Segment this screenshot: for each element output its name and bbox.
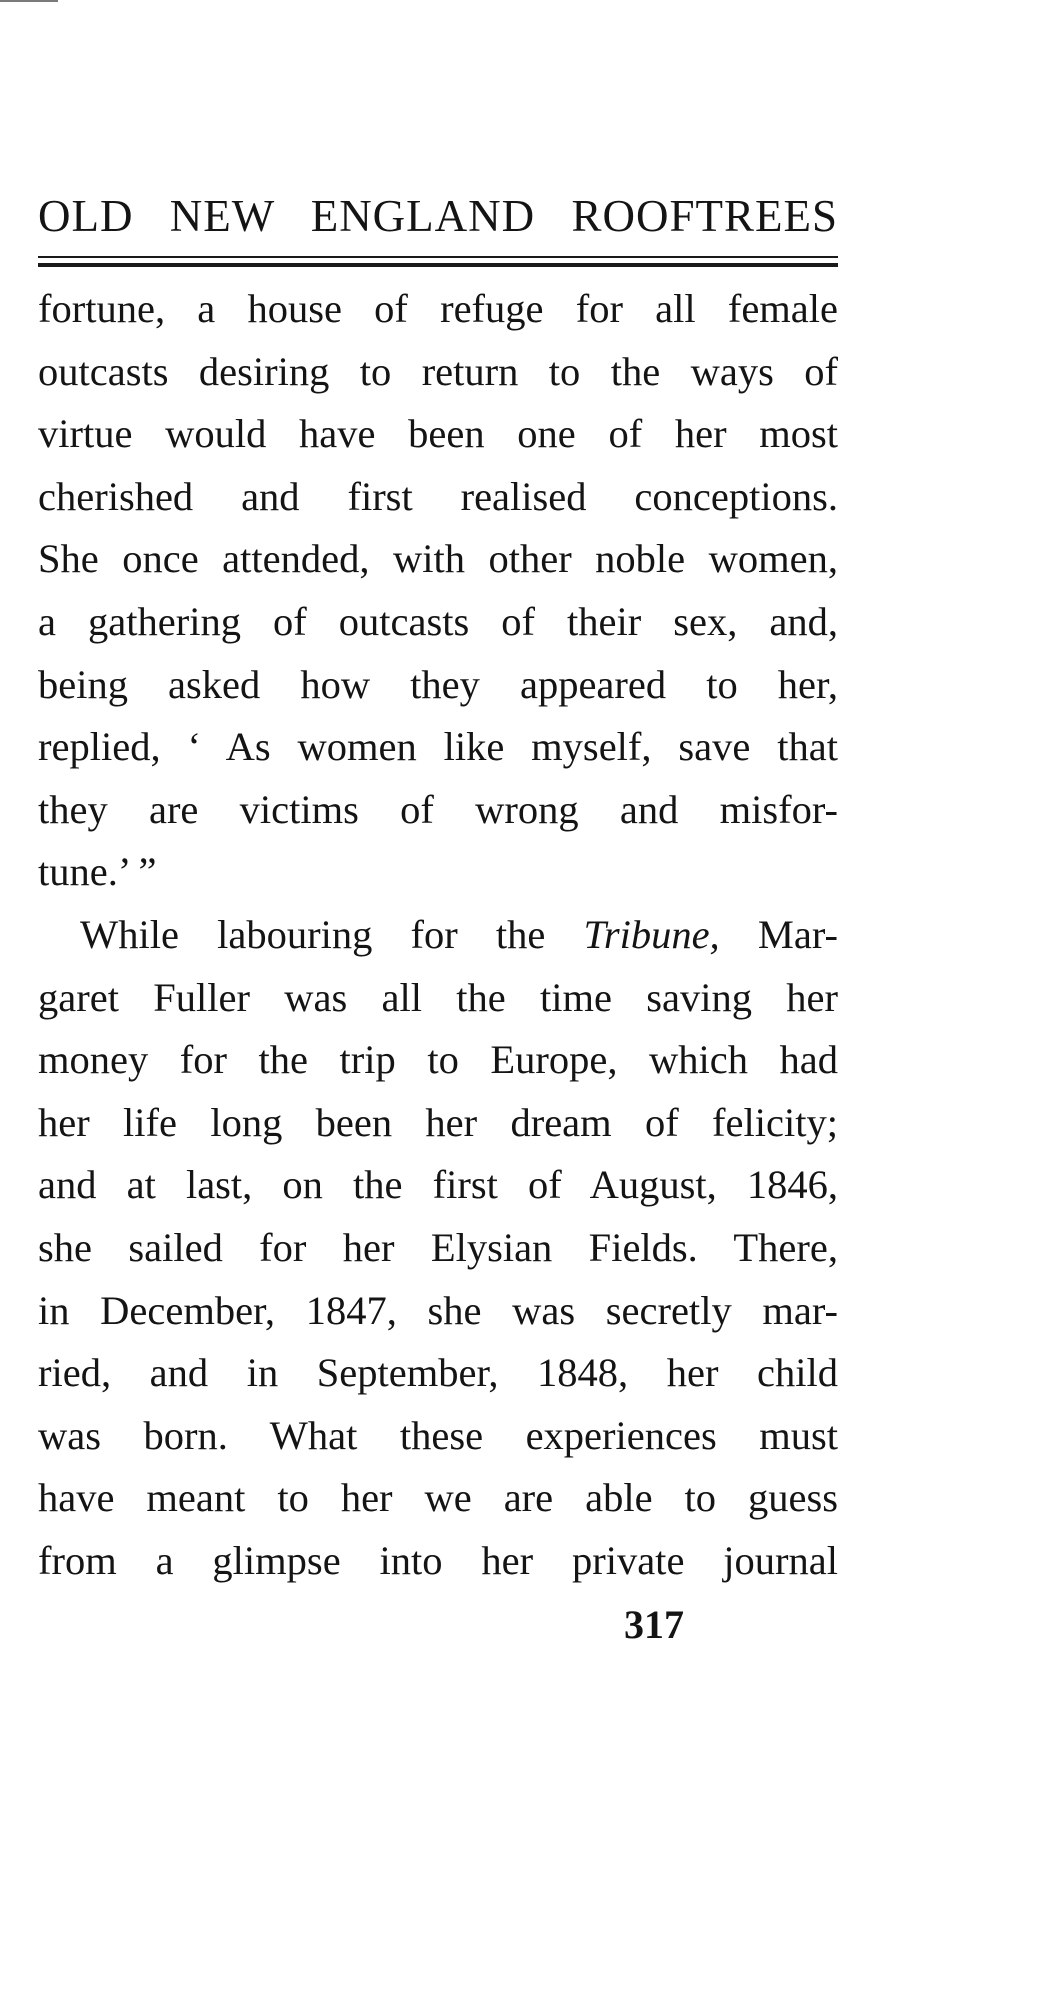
text-line: a gathering of outcasts of their sex, and,: [38, 598, 838, 644]
running-head: OLD NEW ENGLAND ROOFTREES: [38, 191, 838, 241]
text-run: Mar-: [719, 911, 838, 957]
italic-title: Tribune,: [583, 911, 720, 957]
text-line: was born. What these experiences must: [38, 1412, 838, 1458]
text-line: ried, and in September, 1848, her child: [38, 1350, 838, 1396]
header-rule-thin: [38, 256, 838, 258]
scan-edge-mark: [0, 0, 58, 2]
paragraph-2: [38, 904, 838, 1593]
text-line: she sailed for her Elysian Fields. There,: [38, 1224, 838, 1270]
text-line-first: [38, 904, 838, 967]
text-line: tune.’ ”: [38, 849, 157, 895]
paragraph-1: [38, 278, 838, 904]
text-line: money for the trip to Europe, which had: [38, 1037, 838, 1083]
text-line: her life long been her dream of felicity;: [38, 1099, 838, 1145]
text-line: in December, 1847, she was secretly mar-: [38, 1287, 838, 1333]
text-line: outcasts desiring to return to the ways of: [38, 348, 838, 394]
text-line: being asked how they appeared to her,: [38, 661, 838, 707]
page-number: 317: [624, 1602, 684, 1647]
text-line: from a glimpse into her private journal: [38, 1537, 838, 1583]
text-line: and at last, on the first of August, 1846,: [38, 1162, 838, 1208]
text-run: While labouring for the: [80, 911, 584, 957]
text-line: they are victims of wrong and misfor-: [38, 786, 838, 832]
text-line: have meant to her we are able to guess: [38, 1475, 838, 1521]
header-rule-thick: [38, 263, 838, 267]
text-line: garet Fuller was all the time saving her: [38, 974, 838, 1020]
text-line: cherished and first realised conceptions.: [38, 473, 838, 519]
text-line: replied, ‘ As women like myself, save that: [38, 724, 838, 770]
body-text: [38, 278, 838, 1592]
text-line: fortune, a house of refuge for all female: [38, 286, 838, 331]
text-line: She once attended, with other noble women,: [38, 536, 838, 582]
text-line: virtue would have been one of her most: [38, 411, 838, 457]
